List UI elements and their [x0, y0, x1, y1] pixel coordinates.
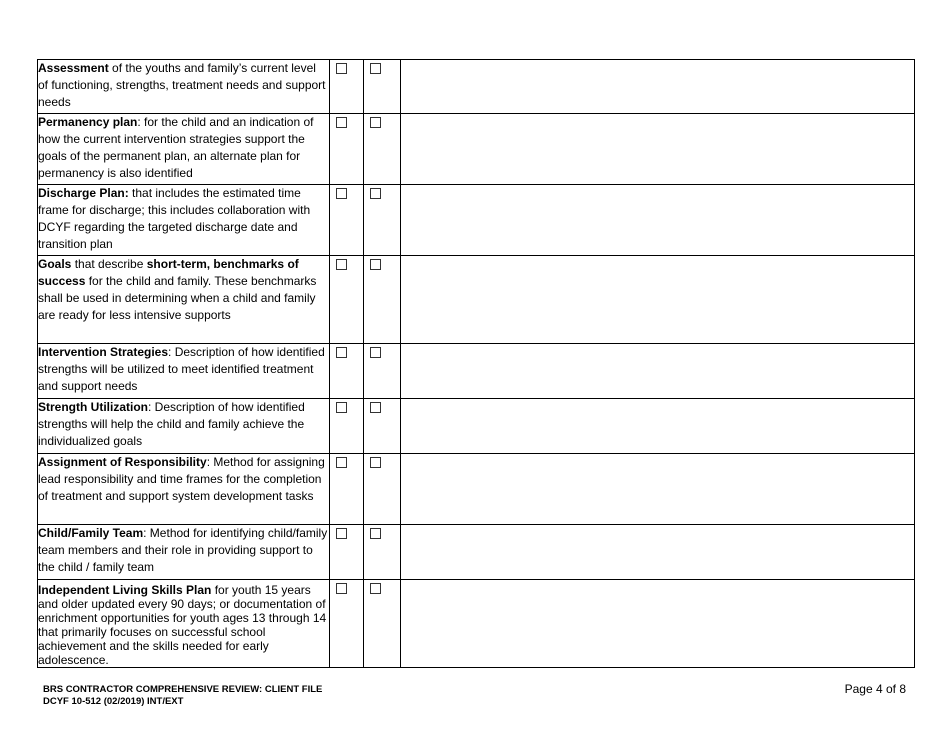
checkbox-2[interactable]	[370, 188, 381, 199]
checkbox-cell-1	[330, 525, 364, 580]
description-text: for the child and family. These benchmarks shall be used in determining when a child and family are ready for less intensive supports	[38, 274, 317, 322]
description-bold-text: Strength Utilization	[38, 400, 148, 414]
checkbox-cell-2	[364, 114, 401, 185]
checkbox-2[interactable]	[370, 457, 381, 468]
row-description	[38, 525, 330, 580]
checkbox-2[interactable]	[370, 117, 381, 128]
table-row	[38, 185, 915, 256]
description-text: : Method for assigning lead responsibility and time frames for the completion of treatment and support system development tasks	[38, 455, 325, 503]
checkbox-cell-2	[364, 580, 401, 668]
checkbox-cell-2	[364, 60, 401, 114]
checkbox-cell-2	[364, 185, 401, 256]
checkbox-cell-2	[364, 344, 401, 399]
row-description	[38, 399, 330, 454]
description-bold-text: Assignment of Responsibility	[38, 455, 207, 469]
description-bold-text: Intervention Strategies	[38, 345, 169, 359]
description-text: that describe	[71, 257, 147, 271]
checkbox-2[interactable]	[370, 259, 381, 270]
checkbox-1[interactable]	[336, 528, 347, 539]
checkbox-2[interactable]	[370, 583, 381, 594]
row-description	[38, 60, 330, 114]
table-row	[38, 525, 915, 580]
description-bold-text: Child/Family Team	[38, 526, 144, 540]
checkbox-1[interactable]	[336, 117, 347, 128]
description-text: : for the child and an indication of how the current intervention strategies support the goals of the permanent plan, an alternate plan for permanency is also identified	[38, 115, 314, 180]
row-description	[38, 580, 330, 668]
table-row	[38, 114, 915, 185]
description-text: : Description of how identified strengths will be utilized to meet identified treatment and support needs	[38, 345, 325, 393]
table-row	[38, 399, 915, 454]
description-text: that includes the estimated time frame for discharge; this includes collaboration with DCYF regarding the targeted discharge date and transition plan	[38, 186, 311, 251]
table-row	[38, 256, 915, 344]
row-description	[38, 185, 330, 256]
page-number: Page 4 of 8	[844, 682, 906, 696]
description-bold-text: Goals	[38, 257, 72, 271]
checkbox-1[interactable]	[336, 457, 347, 468]
checkbox-cell-1	[330, 580, 364, 668]
comments-cell[interactable]	[401, 256, 915, 344]
table-row	[38, 454, 915, 525]
comments-cell[interactable]	[401, 525, 915, 580]
form-number: DCYF 10-512 (02/2019) INT/EXT	[43, 696, 184, 707]
checkbox-cell-1	[330, 399, 364, 454]
checkbox-2[interactable]	[370, 63, 381, 74]
checkbox-cell-2	[364, 256, 401, 344]
checkbox-cell-1	[330, 454, 364, 525]
checkbox-cell-1	[330, 344, 364, 399]
description-bold-text: Assessment	[38, 61, 109, 75]
checkbox-2[interactable]	[370, 347, 381, 358]
checkbox-cell-1	[330, 256, 364, 344]
row-description	[38, 256, 330, 344]
comments-cell[interactable]	[401, 344, 915, 399]
checkbox-cell-2	[364, 525, 401, 580]
checkbox-cell-1	[330, 185, 364, 256]
checkbox-2[interactable]	[370, 402, 381, 413]
description-text: of the youths and family’s current level of functioning, strengths, treatment needs and support needs	[38, 61, 326, 109]
description-bold-text: Permanency plan	[38, 115, 138, 129]
table-row	[38, 344, 915, 399]
form-footer	[43, 684, 322, 708]
checkbox-1[interactable]	[336, 583, 347, 594]
checkbox-1[interactable]	[336, 188, 347, 199]
description-text: : Description of how identified strengths will help the child and family achieve the individualized goals	[38, 400, 305, 448]
row-description	[38, 114, 330, 185]
review-checklist-table	[37, 59, 915, 668]
table-row	[38, 580, 915, 668]
form-title: BRS CONTRACTOR COMPREHENSIVE REVIEW: CLIENT FILE	[43, 684, 323, 695]
comments-cell[interactable]	[401, 399, 915, 454]
checkbox-1[interactable]	[336, 259, 347, 270]
comments-cell[interactable]	[401, 60, 915, 114]
comments-cell[interactable]	[401, 454, 915, 525]
table-row	[38, 60, 915, 114]
comments-cell[interactable]	[401, 114, 915, 185]
comments-cell[interactable]	[401, 185, 915, 256]
checkbox-1[interactable]	[336, 63, 347, 74]
checkbox-cell-1	[330, 60, 364, 114]
description-bold-text: Discharge Plan:	[38, 186, 129, 200]
description-text: : Method for identifying child/family team members and their role in providing support to the child / family team	[38, 526, 328, 574]
checkbox-cell-1	[330, 114, 364, 185]
row-description	[38, 454, 330, 525]
checkbox-1[interactable]	[336, 347, 347, 358]
description-bold-text: short-term, benchmarks of success	[38, 257, 299, 288]
checkbox-1[interactable]	[336, 402, 347, 413]
comments-cell[interactable]	[401, 580, 915, 668]
checkbox-cell-2	[364, 399, 401, 454]
description-text: for youth 15 years and older updated every 90 days; or documentation of enrichment opportunities for youth ages 13 through 14 that primarily focuses on successful school achievement and the skills needed for early adolescence.	[38, 583, 327, 667]
description-bold-text: Independent Living Skills Plan	[38, 583, 212, 597]
checkbox-cell-2	[364, 454, 401, 525]
row-description	[38, 344, 330, 399]
checkbox-2[interactable]	[370, 528, 381, 539]
